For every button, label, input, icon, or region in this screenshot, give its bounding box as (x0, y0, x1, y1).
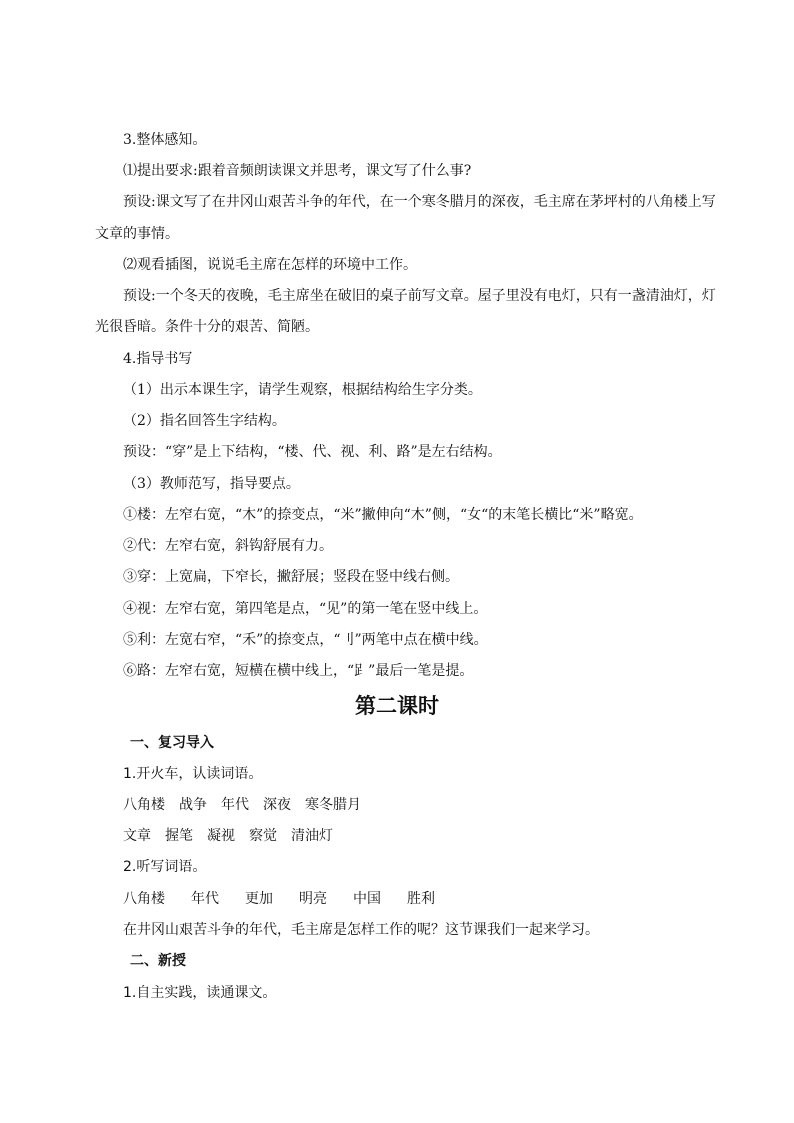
paragraph: ①楼：左窄右宽，“木”的捺变点，“米”撇伸向“木”侧，“女“的末笔长横比“米”略宽。 (123, 507, 643, 523)
word: 察觉 (249, 828, 277, 844)
paragraph: （1）出示本课生字，请学生观察，根据结构给生字分类。 (123, 382, 482, 398)
paragraph: ⑤利：左宽右窄，“禾”的捺变点，“刂”两笔中点在横中线。 (123, 632, 488, 648)
word-list (123, 827, 333, 845)
word: 凝视 (207, 828, 235, 844)
paragraph: ⑥路：左窄右宽，短横在横中线上，“𧾷”最后一笔是提。 (123, 663, 474, 679)
paragraph: ②代：左窄右宽，斜钩舒展有力。 (123, 538, 333, 554)
paragraph: 文章的事情。 (95, 226, 179, 242)
word-list (123, 890, 435, 908)
word: 年代 (221, 797, 249, 813)
word: 中国 (353, 891, 381, 907)
word: 明亮 (299, 891, 327, 907)
paragraph: 1.自主实践，读通课文。 (123, 985, 277, 1001)
word: 深夜 (263, 797, 291, 813)
word: 清油灯 (291, 828, 333, 844)
word-list (123, 796, 361, 814)
paragraph: 预设：“穿”是上下结构，“楼、代、视、利、路”是左右结构。 (123, 444, 502, 460)
paragraph: 4.指导书写 (123, 351, 193, 367)
paragraph: ④视：左窄右宽，第四笔是点，“见”的第一笔在竖中线上。 (123, 601, 488, 617)
section-heading: 二、新授 (130, 953, 186, 969)
paragraph: 2.听写词语。 (123, 859, 207, 875)
paragraph: 预设:课文写了在井冈山艰苦斗争的年代，在一个寒冬腊月的深夜，毛主席在茅坪村的八角楼上写 (123, 194, 716, 210)
paragraph: 在井冈山艰苦斗争的年代，毛主席是怎样工作的呢？这节课我们一起来学习。 (123, 922, 599, 938)
section-heading: 一、复习导入 (130, 735, 214, 751)
paragraph: 光很昏暗。条件十分的艰苦、简陋。 (95, 319, 319, 335)
paragraph: ⑵观看插图，说说毛主席在怎样的环境中工作。 (123, 257, 417, 273)
paragraph: （3）教师范写，指导要点。 (123, 476, 300, 492)
paragraph: ⑴提出要求:跟着音频朗读课文并思考，课文写了什么事? (123, 163, 472, 179)
word: 更加 (245, 891, 273, 907)
paragraph: 1.开火车，认读词语。 (123, 766, 263, 782)
paragraph: （2）指名回答生字结构。 (123, 413, 286, 429)
paragraph: 预设:一个冬天的夜晚，毛主席坐在破旧的桌子前写文章。屋子里没有电灯，只有一盏清油灯，灯 (123, 288, 716, 304)
word: 战争 (179, 797, 207, 813)
word: 胜利 (407, 891, 435, 907)
lesson-title: 第二课时 (355, 694, 439, 718)
word: 八角楼 (123, 797, 165, 813)
word: 八角楼 (123, 891, 165, 907)
word: 握笔 (165, 828, 193, 844)
paragraph: ③穿：上宽扁，下窄长，撇舒展；竖段在竖中线右侧。 (123, 569, 459, 585)
paragraph: 3.整体感知。 (123, 132, 207, 148)
word: 寒冬腊月 (305, 797, 361, 813)
word: 年代 (191, 891, 219, 907)
word: 文章 (123, 828, 151, 844)
